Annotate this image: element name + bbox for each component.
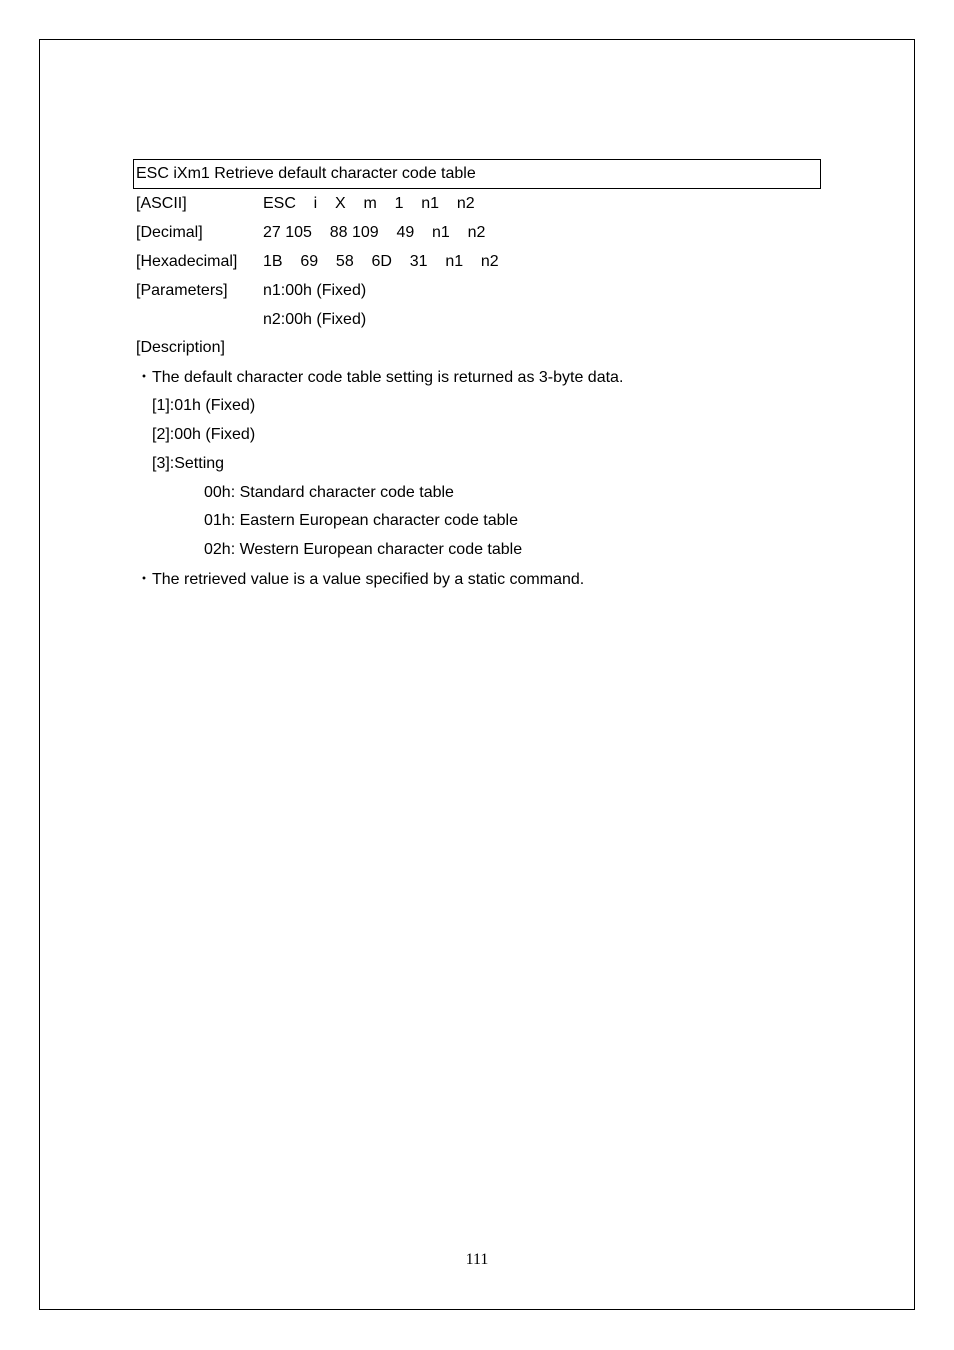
- page-number: 111: [465, 1251, 489, 1268]
- description-bullet-1: ・The default character code table setting is returned as 3-byte data.: [136, 369, 624, 386]
- parameter-n1: n1:00h (Fixed): [263, 282, 367, 299]
- description-label: [Description]: [136, 339, 225, 356]
- ascii-value: ESC i X m 1 n1 n2: [263, 195, 475, 212]
- setting-00h: 00h: Standard character code table: [204, 484, 454, 501]
- setting-02h: 02h: Western European character code table: [204, 541, 523, 558]
- command-title: ESC iXm1 Retrieve default character code table: [136, 165, 476, 182]
- parameters-label: [Parameters]: [136, 282, 228, 299]
- parameter-n2: n2:00h (Fixed): [263, 311, 367, 328]
- byte-2-text: [2]:00h (Fixed): [152, 426, 256, 443]
- setting-01h: 01h: Eastern European character code table: [204, 512, 518, 529]
- command-title-box: [133, 159, 821, 189]
- description-bullet-2: ・The retrieved value is a value specified by a static command.: [136, 571, 585, 588]
- ascii-label: [ASCII]: [136, 195, 187, 212]
- byte-1-text: [1]:01h (Fixed): [152, 397, 256, 414]
- decimal-value: 27 105 88 109 49 n1 n2: [263, 224, 486, 241]
- byte-3-text: [3]:Setting: [152, 455, 225, 472]
- decimal-label: [Decimal]: [136, 224, 203, 241]
- hexadecimal-label: [Hexadecimal]: [136, 253, 238, 270]
- hexadecimal-value: 1B 69 58 6D 31 n1 n2: [263, 253, 499, 270]
